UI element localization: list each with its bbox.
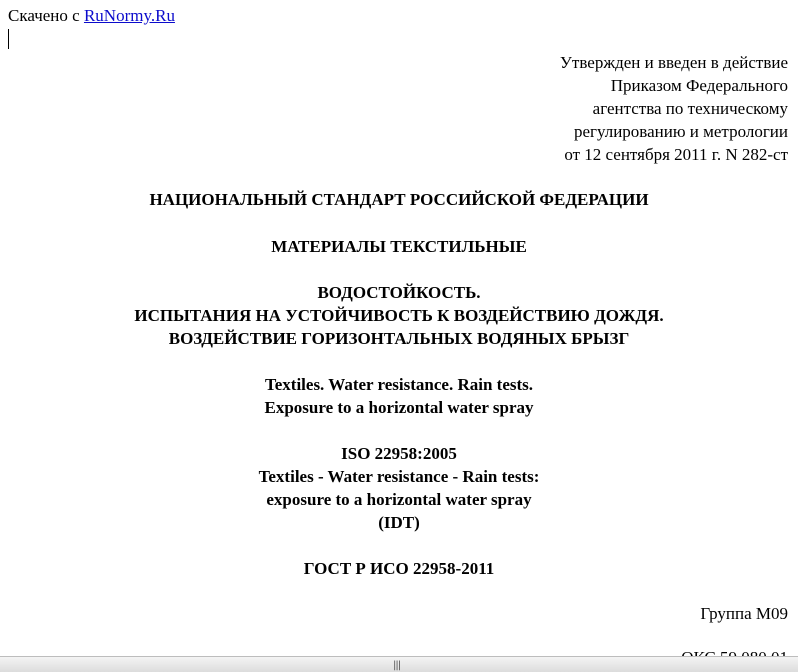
standard-type-heading: НАЦИОНАЛЬНЫЙ СТАНДАРТ РОССИЙСКОЙ ФЕДЕРАЦИИ (149, 190, 649, 209)
title-en (0, 373, 798, 419)
title-en-line: Textiles. Water resistance. Rain tests. (264, 375, 534, 394)
runormy-link[interactable]: RuNormy.Ru (83, 6, 175, 25)
iso-reference (0, 442, 798, 534)
source-prefix: Скачено с (8, 6, 80, 25)
iso-line: (IDT) (378, 513, 420, 532)
approval-block (560, 51, 788, 166)
scroll-grip-icon[interactable]: ||| (393, 660, 401, 671)
title-ru-line: ИСПЫТАНИЯ НА УСТОЙЧИВОСТЬ К ВОЗДЕЙСТВИЮ ДОЖДЯ. (134, 306, 664, 325)
text-cursor (8, 29, 9, 49)
subject-heading: МАТЕРИАЛЫ ТЕКСТИЛЬНЫЕ (271, 237, 527, 256)
approval-line: Приказом Федерального (610, 76, 788, 95)
title-ru-line: ВОЗДЕЙСТВИЕ ГОРИЗОНТАЛЬНЫХ ВОДЯНЫХ БРЫЗГ (168, 329, 630, 348)
approval-line: от 12 сентября 2011 г. N 282-ст (564, 145, 788, 164)
approval-line: Утвержден и введен в действие (559, 53, 788, 72)
iso-line: ISO 22958:2005 (341, 444, 457, 463)
title-en-line: Exposure to a horizontal water spray (264, 398, 534, 417)
title-ru (0, 281, 798, 350)
title-ru-line: ВОДОСТОЙКОСТЬ. (317, 283, 481, 302)
gost-number: ГОСТ Р ИСО 22958-2011 (303, 559, 495, 578)
iso-line: Textiles - Water resistance - Rain tests: (258, 467, 540, 486)
horizontal-scrollbar[interactable] (0, 656, 798, 672)
iso-line: exposure to a horizontal water spray (266, 490, 532, 509)
group-code: Группа М09 (700, 604, 788, 623)
source-line (8, 6, 175, 26)
approval-line: агентства по техническому (592, 99, 788, 118)
approval-line: регулированию и метрологии (573, 122, 788, 141)
